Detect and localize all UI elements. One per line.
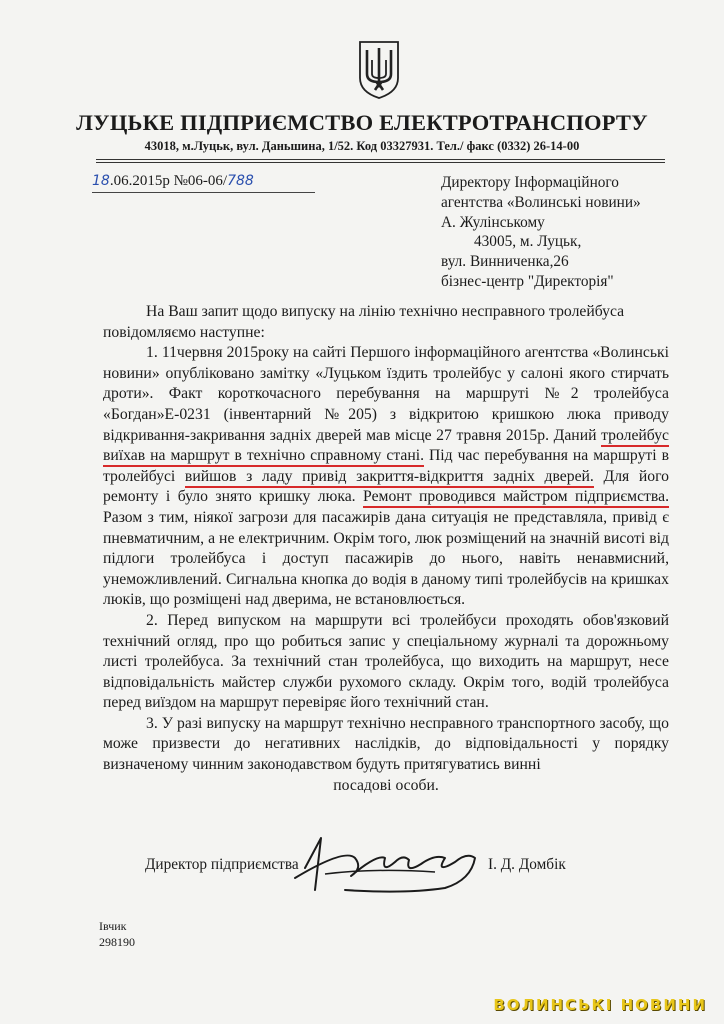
recipient-line: бізнес-центр "Директорія": [441, 272, 614, 290]
underlined-statement: тролейбус виїхав на маршрут в технічно справному стані.: [103, 427, 669, 468]
organization-name: ЛУЦЬКЕ ПІДПРИЄМСТВО ЕЛЕКТРОТРАНСПОРТУ: [76, 110, 648, 135]
recipient-line: агентства «Волинські новини»: [441, 193, 641, 211]
header-divider-second: [96, 162, 665, 163]
outgoing-date-number: .06.2015р №06-06/: [109, 173, 228, 189]
paragraph-1-text: Разом з тим, ніякої загрози для пасажирів дана ситуація не представляла, привід є пневматичним, а не електричним. Окрім того, люк розміщений на значній висоті від підлоги тролейбуса і доступ пасажирів до нього, навіть ненавмисний, унеможливлений. Сигнальна кнопка до водія в даному типі тролейбусів на кришках люків, що розміщені над дверима, не встановлюється.: [103, 508, 669, 609]
recipient-line: вул. Винниченка,26: [441, 253, 569, 271]
underlined-statement: Ремонт проводився майстром підприємства.: [363, 488, 669, 508]
paragraph-3: 3. У разі випуску на маршрут технічно несправного транспортного засобу, що може призвести до негативних наслідків, до відповідальності у порядку визначеному чинним законодавством будуть притягуватись винні: [103, 714, 669, 774]
header-divider: [96, 159, 665, 160]
paragraph-1: [103, 343, 669, 611]
recipient-line: 43005, м. Луцьк,: [474, 233, 582, 251]
watermark-logo: ВОЛИНСЬКІ НОВИНИ: [493, 996, 707, 1014]
underlined-statement: вийшов з ладу привід закриття-відкриття задніх дверей.: [185, 468, 594, 488]
handwritten-signature: [285, 828, 495, 898]
recipient-line: Директору Інформаційного: [441, 174, 619, 191]
organization-address: 43018, м.Луцьк, вул. Даньшина, 1/52. Код 03327931. Тел./ факс (0332) 26-14-00: [144, 139, 580, 153]
intro-line: повідомляємо наступне:: [103, 323, 265, 341]
outgoing-reference: [92, 173, 254, 190]
signatory-position: Директор підприємства: [145, 856, 299, 873]
executor-phone: 298190: [99, 935, 135, 949]
paragraph-1-text: 1. 11червня 2015року на сайті Першого інформаційного агентства «Волинські новини» опубліковано замітку «Луцьком їздить тролейбус у салоні якого стирчать дроти». Факт короткочасного перебування на маршруті №2 тролейбуса «Богдан»Е-0231 (інвентарний №205) з відкритою кришкою люка приводу відкривання-закривання задніх дверей мав місце 27 травня 2015р. Даний: [103, 344, 669, 444]
executor-name: Івчик: [99, 919, 127, 933]
signatory-name: І. Д. Домбік: [488, 856, 566, 873]
intro-line: На Ваш запит щодо випуску на лінію технічно несправного тролейбуса: [146, 303, 625, 320]
outgoing-day: 18: [92, 173, 110, 189]
trident-emblem-icon: [357, 38, 401, 100]
outgoing-reference-line: [92, 192, 315, 193]
recipient-block: [441, 173, 641, 292]
paragraph-1-text: Під час перебування на маршруті в тролейбусі: [103, 447, 669, 485]
paragraph-3-last-line: посадові особи.: [333, 776, 439, 794]
recipient-line: А. Жулінському: [441, 213, 545, 231]
executor-block: [99, 918, 135, 950]
outgoing-number: 788: [227, 173, 254, 189]
paragraph-1-text: Для його ремонту і було знято кришку люка.: [103, 467, 670, 506]
letter-body: [103, 302, 669, 796]
paragraph-2: 2. Перед випуском на маршрути всі тролейбуси проходять обов'язковий технічний огляд, про що робиться запис у спеціальному журналі та дорожньому листі тролейбуса. За технічний стан тролейбуса, що виходить на маршрут, несе відповідальність майстер служби рухомого складу. Окрім того, водій тролейбуса перед виїздом на маршрут перевіряє його технічний стан.: [103, 611, 669, 712]
